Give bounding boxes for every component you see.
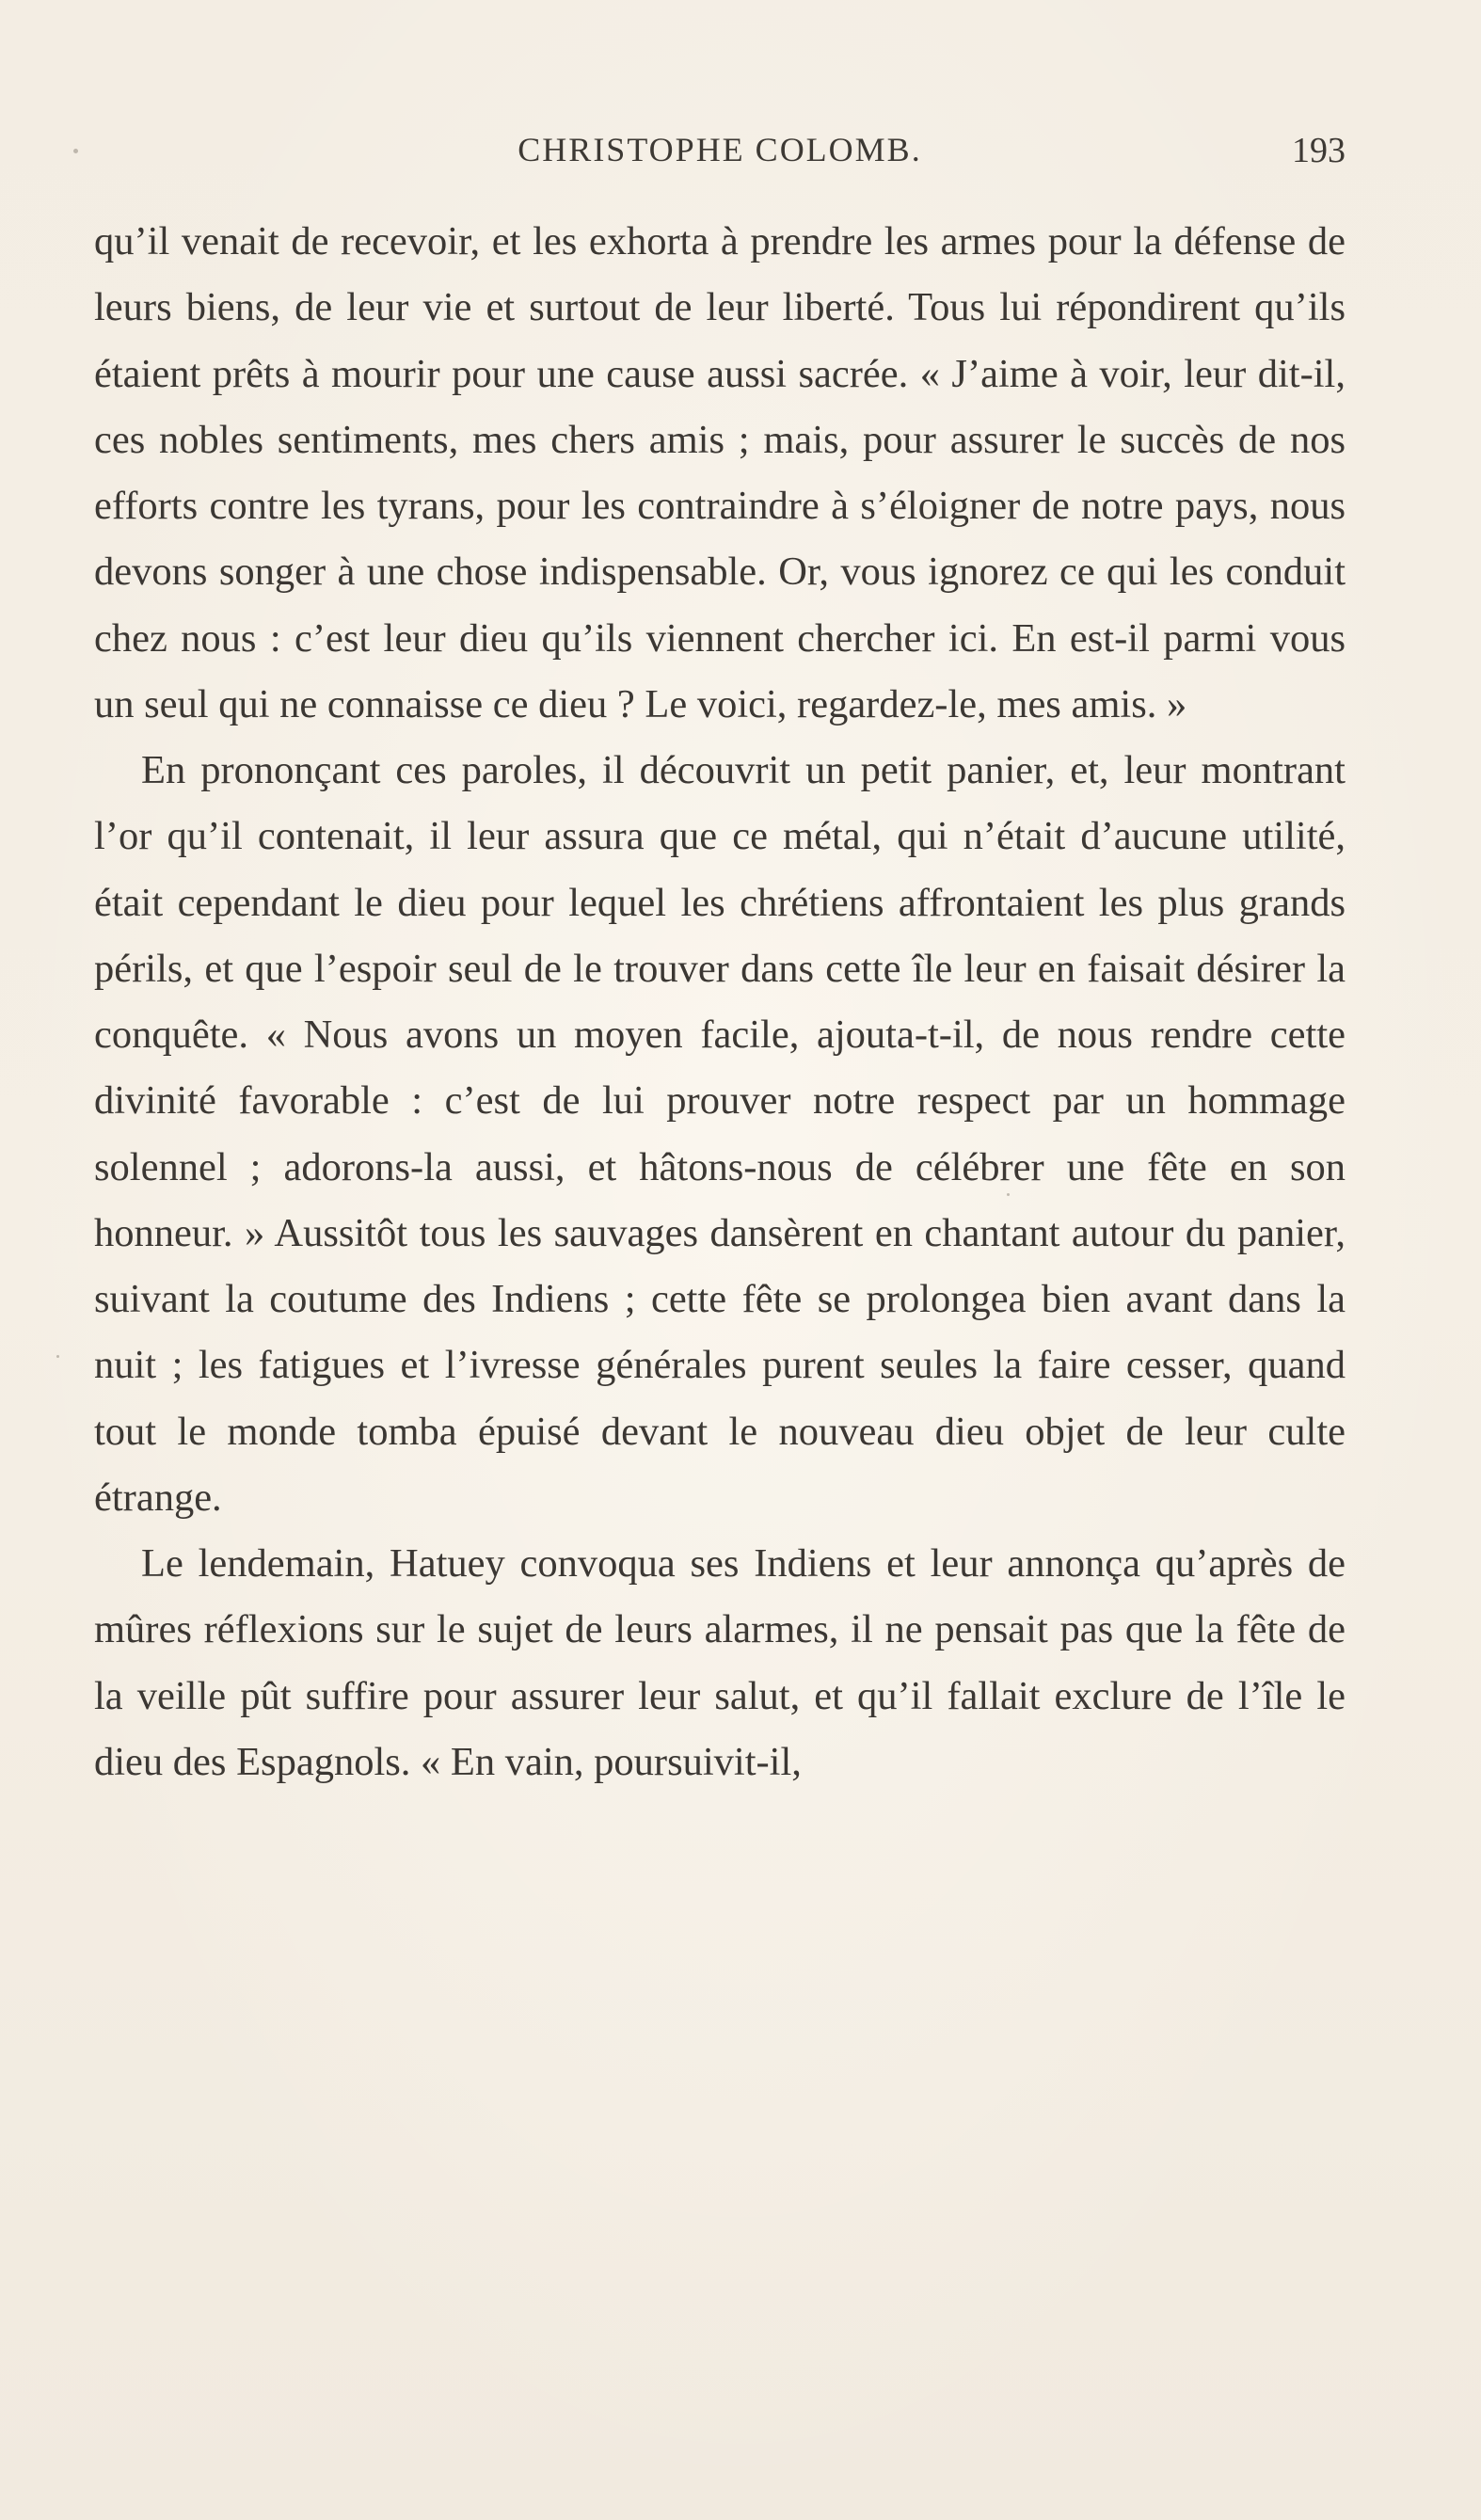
page-number: 193 (1292, 131, 1346, 170)
body-text (94, 209, 1346, 1795)
running-head (94, 130, 1346, 186)
paragraph: En prononçant ces paroles, il découvrit un petit panier, et, leur montrant l’or qu’il contenait, il leur assura que ce métal, qui n’était d’aucune utilité, était cependant le dieu pour lequel les chrétiens affrontaient les plus grands périls, et que l’espoir seul de le trouver dans cette île leur en faisait désirer la conquête. « Nous avons un moyen facile, ajouta-t-il, de nous rendre cette divinité favorable : c’est de lui prouver notre respect par un hommage solennel ; adorons-la aussi, et hâtons-nous de célébrer une fête en son honneur. » Aussitôt tous les sauvages dansèrent en chantant autour du panier, suivant la coutume des Indiens ; cette fête se prolongea bien avant dans la nuit ; les fatigues et l’ivresse générales purent seules la faire cesser, quand tout le monde tomba épuisé devant le nouveau dieu objet de leur culte étrange. (94, 748, 1346, 1520)
paper-speck (1007, 1193, 1010, 1196)
paragraph: Le lendemain, Hatuey convoqua ses Indiens et leur annonça qu’après de mûres réflexions sur le sujet de leurs alarmes, il ne pensait pas que la fête de la veille pût suffire pour assurer leur salut, et qu’il fallait exclure de l’île le dieu des Espagnols. « En vain, poursuivit-il, (94, 1541, 1346, 1784)
paragraph-continued: qu’il venait de recevoir, et les exhorta à prendre les armes pour la défense de leurs biens, de leur vie et surtout de leur liberté. Tous lui répondirent qu’ils étaient prêts à mourir pour une cause aussi sacrée. « J’aime à voir, leur dit-il, ces nobles sentiments, mes chers amis ; mais, pour assurer le succès de nos efforts contre les tyrans, pour les contraindre à s’éloigner de notre pays, nous devons songer à une chose indispensable. Or, vous ignorez ce qui les conduit chez nous : c’est leur dieu qu’ils viennent chercher ici. En est-il parmi vous un seul qui ne connaisse ce dieu ? Le voici, regardez-le, mes amis. » (94, 219, 1346, 726)
paper-speck (73, 149, 78, 153)
paper-speck (56, 1355, 59, 1358)
running-title: CHRISTOPHE COLOMB. (518, 131, 922, 168)
